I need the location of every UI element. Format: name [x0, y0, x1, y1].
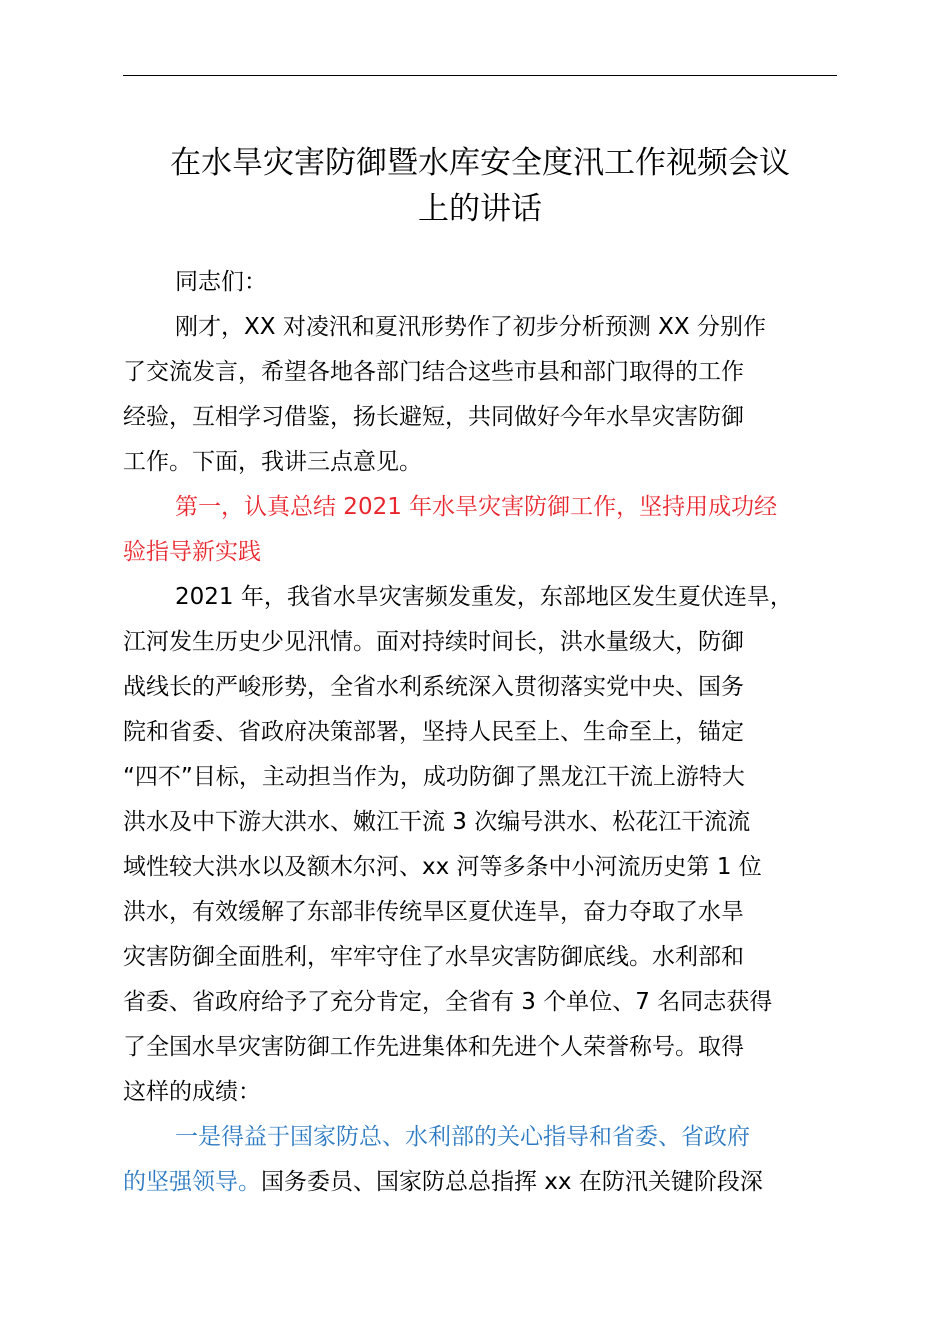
intro-line: 刚才，XX 对凌汛和夏汛形势作了初步分析预测 XX 分别作 [175, 314, 766, 340]
document-body [123, 260, 883, 1205]
greeting: 同志们： [175, 269, 267, 295]
heading-line: 验指导新实践 [123, 539, 261, 565]
paragraph-line: 洪水，有效缓解了东部非传统旱区夏伏连旱，奋力夺取了水旱 [123, 899, 744, 925]
document-title [110, 140, 850, 232]
point-1-highlight: 一是得益于国家防总、水利部的关心指导和省委、省政府 [175, 1124, 750, 1150]
intro-line: 工作。下面，我讲三点意见。 [123, 449, 422, 475]
paragraph-line: 灾害防御全面胜利，牢牢守住了水旱灾害防御底线。水利部和 [123, 944, 744, 970]
section-1-paragraph [123, 575, 883, 1115]
title-line-1: 在水旱灾害防御暨水库安全度汛工作视频会议 [170, 145, 790, 181]
header-rule [123, 75, 837, 76]
heading-line: 第一，认真总结 2021 年水旱灾害防御工作，坚持用成功经 [175, 494, 778, 520]
paragraph-line: 江河发生历史少见汛情。面对持续时间长，洪水量级大，防御 [123, 629, 744, 655]
paragraph-line: “四不”目标，主动担当作为，成功防御了黑龙江干流上游特大 [123, 764, 745, 790]
intro-line: 经验，互相学习借鉴，扬长避短，共同做好今年水旱灾害防御 [123, 404, 744, 430]
section-heading-1 [123, 485, 883, 575]
paragraph-line: 省委、省政府给予了充分肯定，全省有 3 个单位、7 名同志获得 [123, 989, 773, 1015]
point-1-highlight-end: 的坚强领导。 [123, 1169, 261, 1195]
paragraph-line: 域性较大洪水以及额木尔河、xx 河等多条中小河流历史第 1 位 [123, 854, 762, 880]
paragraph-line: 战线长的严峻形势，全省水利系统深入贯彻落实党中央、国务 [123, 674, 744, 700]
paragraph-line: 这样的成绩： [123, 1079, 261, 1105]
point-1-line-2 [123, 1160, 883, 1205]
intro-line: 了交流发言，希望各地各部门结合这些市县和部门取得的工作 [123, 359, 744, 385]
paragraph-line: 洪水及中下游大洪水、嫩江干流 3 次编号洪水、松花江干流流 [123, 809, 751, 835]
intro-paragraph [123, 305, 883, 485]
paragraph-line: 2021 年，我省水旱灾害频发重发，东部地区发生夏伏连旱， [175, 584, 793, 610]
paragraph-line: 院和省委、省政府决策部署，坚持人民至上、生命至上，锚定 [123, 719, 744, 745]
point-1-paragraph [123, 1115, 883, 1205]
title-line-2: 上的讲话 [418, 191, 542, 227]
paragraph-line: 了全国水旱灾害防御工作先进集体和先进个人荣誉称号。取得 [123, 1034, 744, 1060]
point-1-rest: 国务委员、国家防总总指挥 xx 在防汛关键阶段深 [261, 1169, 763, 1195]
